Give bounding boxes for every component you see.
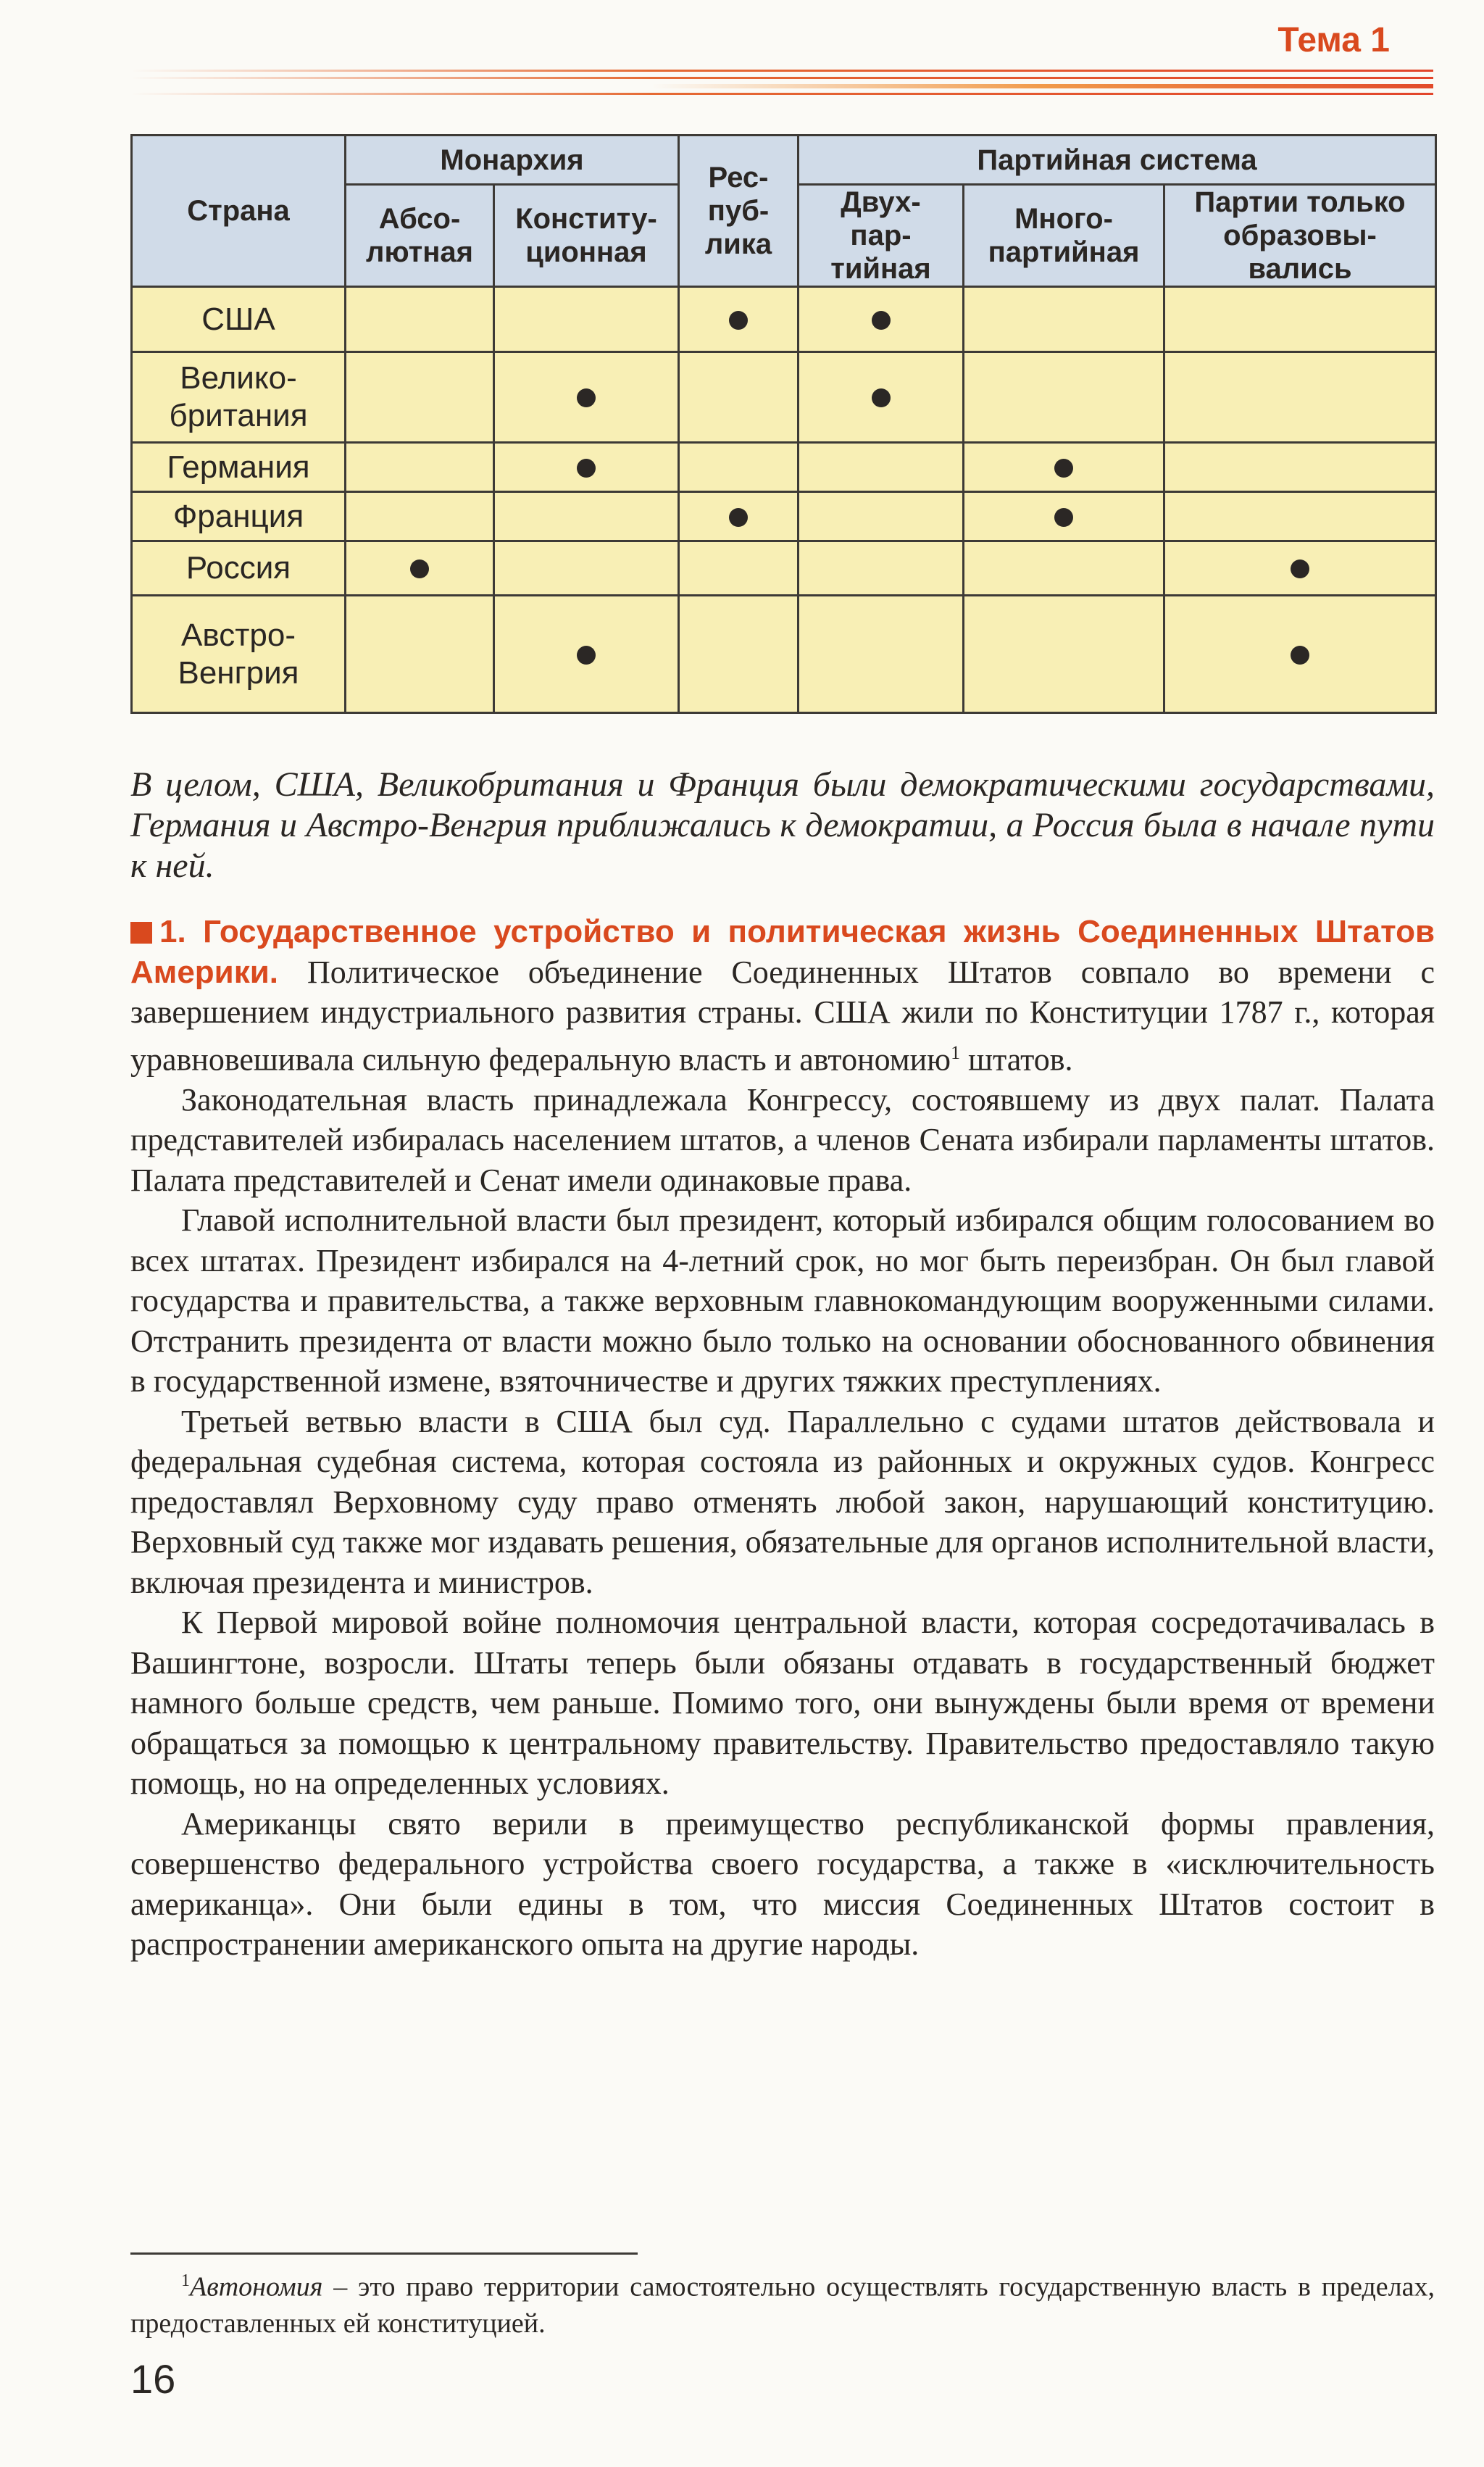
- footnote: $^1$Автономия – это право территории самостоятельно осуществлять государственную власть в пределах, предоставленных ей конституцией.: [130, 2271, 1435, 2339]
- mark-cell: [964, 596, 1164, 713]
- mark-cell: [1164, 541, 1436, 596]
- mark-cell: [494, 492, 679, 541]
- mark-cell: [1164, 492, 1436, 541]
- bullet-mark-icon: [872, 388, 891, 407]
- bullet-mark-icon: [577, 459, 596, 478]
- section-paragraph: К Первой мировой войне полномочия центральной власти, которая сосредотачивалась в Вашингтоне, возросли. Штаты теперь были обязаны отдавать в государственный бюджет намного больше средств, чем раньше. Помимо того, они вынуждены были время от времени обращаться за помощью к центральному правительству. Правительство предоставляло такую помощь, но на определенных условиях.: [130, 1605, 1435, 1802]
- mark-cell: [799, 443, 964, 492]
- header-stripe: [130, 67, 1433, 103]
- section-paragraph: 1. Государственное устройство и политическая жизнь Соединенных Штатов Америки. Политическое объединение Соединенных Штатов совпало во времени с завершением индустриального развития страны. США жили по Конституции 1787 г., которая уравновешивала сильную федеральную власть и автономию$^1$ штатов.: [130, 914, 1435, 1078]
- mark-cell: [494, 596, 679, 713]
- page-number: 16: [130, 2356, 176, 2402]
- table-row: [132, 541, 1436, 596]
- header-parties-forming: Партии только образовы- вались: [1164, 185, 1436, 287]
- header-party-system: Партийная система: [799, 136, 1436, 185]
- mark-cell: [964, 287, 1164, 352]
- table-row: [132, 596, 1436, 713]
- mark-cell: [679, 287, 799, 352]
- mark-cell: [494, 352, 679, 443]
- section-square-icon: [130, 922, 152, 944]
- mark-cell: [799, 492, 964, 541]
- mark-cell: [799, 541, 964, 596]
- mark-cell: [964, 541, 1164, 596]
- mark-cell: [494, 287, 679, 352]
- table-row: [132, 287, 1436, 352]
- mark-cell: [679, 596, 799, 713]
- mark-cell: [964, 492, 1164, 541]
- bullet-mark-icon: [1291, 646, 1309, 665]
- country-cell: Велико- британия: [132, 352, 346, 443]
- section-paragraph: Главой исполнительной власти был президент, который избирался общим голосованием во всех штатах. Президент избирался на 4-летний срок, но мог быть переизбран. Он был главой государства и правительства, а также верховным главнокомандующим вооруженными силами. Отстранить президента от власти можно было только на основании обоснованного обвинения в государственной измене, взяточничестве и других тяжких преступлениях.: [130, 1202, 1435, 1399]
- mark-cell: [679, 443, 799, 492]
- government-table: [130, 134, 1437, 714]
- header-two-party: Двух- пар- тийная: [799, 185, 964, 287]
- table-row: [132, 352, 1436, 443]
- footnote-rule: [130, 2252, 638, 2255]
- section-paragraph: Третьей ветвью власти в США был суд. Параллельно с судами штатов действовала и федеральная судебная система, которая состояла из районных и окружных судов. Конгресс предоставлял Верховному суду право отменять любой закон, нарушающий конституцию. Верховный суд также мог издавать решения, обязательные для органов исполнительной власти, включая президента и министров.: [130, 1403, 1435, 1600]
- bullet-mark-icon: [577, 388, 596, 407]
- header-country: Страна: [132, 136, 346, 287]
- mark-cell: [346, 443, 494, 492]
- mark-cell: [346, 287, 494, 352]
- country-cell: Германия: [132, 443, 346, 492]
- mark-cell: [679, 541, 799, 596]
- bullet-mark-icon: [729, 311, 748, 330]
- section-heading: 1. Государственное устройство и политическая жизнь Соединенных Штатов Америки.: [130, 914, 1435, 990]
- mark-cell: [346, 596, 494, 713]
- bullet-mark-icon: [872, 311, 891, 330]
- header-republic: Рес- пуб- лика: [679, 136, 799, 287]
- summary-text: В целом, США, Великобритания и Франция были демократическими государствами, Германия и Австро-Венгрия приближались к демократии, а Россия была в начале пути к ней.: [130, 765, 1435, 885]
- header-absolute: Абсо- лютная: [346, 185, 494, 287]
- mark-cell: [679, 352, 799, 443]
- mark-cell: [1164, 443, 1436, 492]
- mark-cell: [799, 596, 964, 713]
- country-cell: Россия: [132, 541, 346, 596]
- mark-cell: [494, 541, 679, 596]
- bullet-mark-icon: [1054, 508, 1073, 527]
- header-constitutional: Конститу- ционная: [494, 185, 679, 287]
- country-cell: Франция: [132, 492, 346, 541]
- section-paragraph: Законодательная власть принадлежала Конгрессу, состоявшему из двух палат. Палата представителей избиралась населением штатов, а членов Сената избирали парламенты штатов. Палата представителей и Сенат имели одинаковые права.: [130, 1081, 1435, 1198]
- section-body: [130, 912, 1435, 1965]
- mark-cell: [1164, 352, 1436, 443]
- mark-cell: [799, 287, 964, 352]
- mark-cell: [1164, 596, 1436, 713]
- bullet-mark-icon: [1054, 459, 1073, 478]
- bullet-mark-icon: [577, 646, 596, 665]
- bullet-mark-icon: [729, 508, 748, 527]
- mark-cell: [1164, 287, 1436, 352]
- country-cell: США: [132, 287, 346, 352]
- table-row: [132, 492, 1436, 541]
- header-monarchy: Монархия: [346, 136, 679, 185]
- mark-cell: [494, 443, 679, 492]
- mark-cell: [964, 352, 1164, 443]
- mark-cell: [346, 541, 494, 596]
- mark-cell: [346, 492, 494, 541]
- mark-cell: [799, 352, 964, 443]
- mark-cell: [964, 443, 1164, 492]
- header-multi-party: Много- партийная: [964, 185, 1164, 287]
- bullet-mark-icon: [1291, 559, 1309, 578]
- bullet-mark-icon: [410, 559, 429, 578]
- mark-cell: [346, 352, 494, 443]
- country-cell: Австро- Венгрия: [132, 596, 346, 713]
- mark-cell: [679, 492, 799, 541]
- topic-label: Тема 1: [1277, 21, 1390, 59]
- section-paragraph: Американцы свято верили в преимущество республиканской формы правления, совершенство федерального устройства своего государства, а также в «исключительность американца». Они были едины в том, что миссия Соединенных Штатов состоит в распространении американского опыта на другие народы.: [130, 1805, 1435, 1963]
- table-row: [132, 443, 1436, 492]
